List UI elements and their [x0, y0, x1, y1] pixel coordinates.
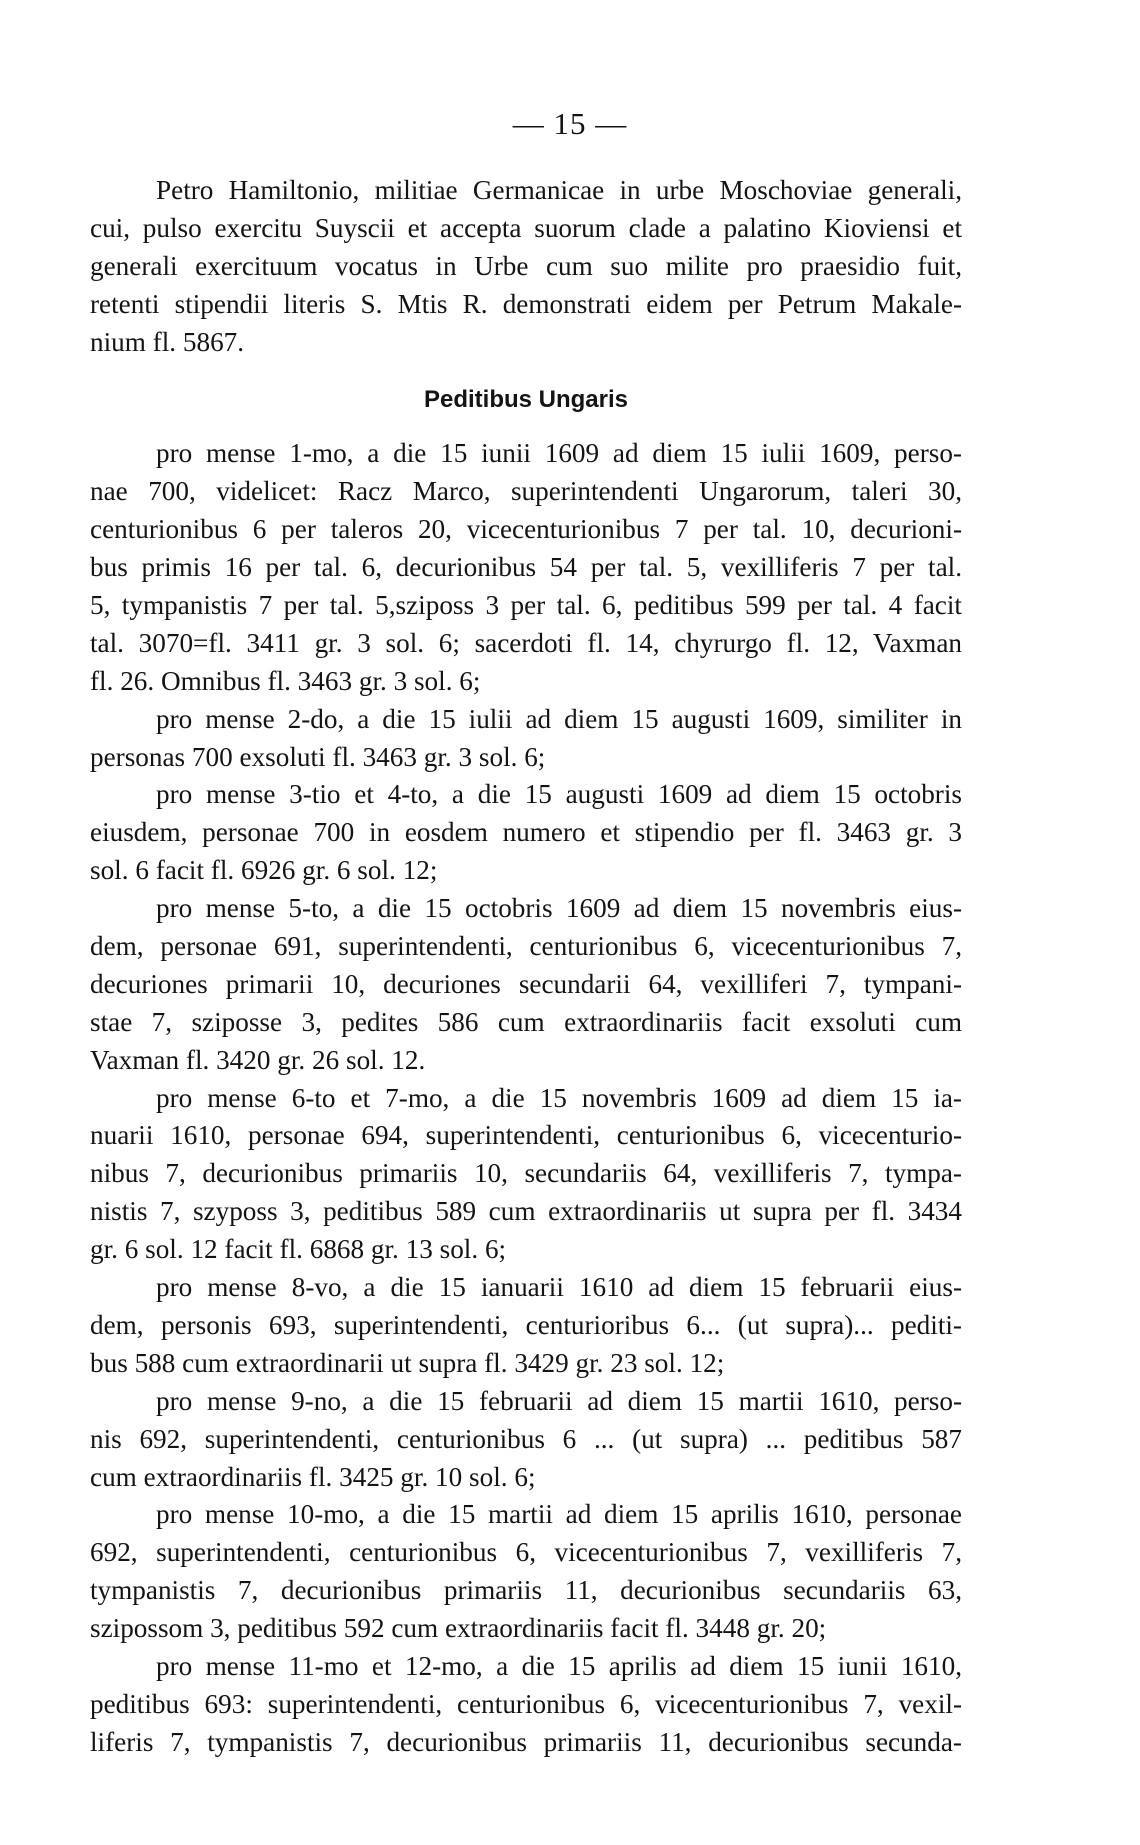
text-line: tal. 3070=fl. 3411 gr. 3 sol. 6; sacerdoti fl. 14, chyrurgo fl. 12, Vaxman: [90, 627, 962, 658]
text-line: pro mense 1-mo, a die 15 iunii 1609 ad diem 15 iulii 1609, perso-: [156, 438, 962, 469]
paragraph-month-10: [90, 1496, 962, 1648]
paragraph-month-6-7: [90, 1080, 962, 1269]
text-line: eiusdem, personae 700 in eosdem numero et stipendio per fl. 3463 gr. 3: [90, 817, 962, 848]
text-line: pro mense 3-tio et 4-to, a die 15 augusti 1609 ad diem 15 octobris: [156, 779, 962, 810]
text-line: cum extraordinariis fl. 3425 gr. 10 sol. 6;: [90, 1461, 536, 1492]
paragraph-month-9: [90, 1383, 962, 1497]
text-line: stae 7, sziposse 3, pedites 586 cum extraordinariis facit exsoluti cum: [90, 1006, 962, 1037]
text-line: pro mense 11-mo et 12-mo, a die 15 aprilis ad diem 15 iunii 1610,: [156, 1650, 962, 1681]
paragraph-month-11-12: [90, 1648, 962, 1762]
section-heading: Peditibus Ungaris: [423, 386, 629, 414]
text-line: pro mense 2-do, a die 15 iulii ad diem 15 augusti 1609, similiter in: [156, 703, 962, 734]
text-line: nuarii 1610, personae 694, superintendenti, centurionibus 6, vicecenturio-: [90, 1120, 962, 1151]
text-line: cui, pulso exercitu Suyscii et accepta suorum clade a palatino Kioviensi et: [90, 212, 962, 243]
paragraph-month-1: [90, 435, 962, 700]
body-text: [90, 172, 962, 1762]
text-line: pro mense 9-no, a die 15 februarii ad diem 15 martii 1610, perso-: [156, 1385, 962, 1416]
text-line: 5, tympanistis 7 per tal. 5,sziposs 3 per tal. 6, peditibus 599 per tal. 4 facit: [90, 590, 962, 621]
paragraph-month-3-4: [90, 776, 962, 890]
text-line: nibus 7, decurionibus primariis 10, secundariis 64, vexilliferis 7, tympa-: [90, 1158, 962, 1189]
text-line: pro mense 5-to, a die 15 octobris 1609 ad diem 15 novembris eius-: [156, 893, 962, 924]
text-line: centurionibus 6 per taleros 20, vicecenturionibus 7 per tal. 10, decurioni-: [90, 514, 962, 545]
text-line: dem, personae 691, superintendenti, centurionibus 6, vicecenturionibus 7,: [90, 931, 962, 962]
intro-paragraph: [90, 172, 962, 361]
text-line: fl. 26. Omnibus fl. 3463 gr. 3 sol. 6;: [90, 665, 481, 696]
text-line: tympanistis 7, decurionibus primariis 11, decurionibus secundariis 63,: [90, 1575, 962, 1606]
text-line: personas 700 exsoluti fl. 3463 gr. 3 sol. 6;: [90, 741, 546, 772]
text-line: Vaxman fl. 3420 gr. 26 sol. 12.: [90, 1044, 426, 1075]
text-line: nistis 7, szyposs 3, peditibus 589 cum extraordinariis ut supra per fl. 3434: [90, 1196, 962, 1227]
text-line: liferis 7, tympanistis 7, decurionibus primariis 11, decurionibus secunda-: [90, 1726, 962, 1757]
text-line: nae 700, videlicet: Racz Marco, superintendenti Ungarorum, taleri 30,: [90, 476, 962, 507]
text-line: decuriones primarii 10, decuriones secundarii 64, vexilliferi 7, tympani-: [90, 968, 962, 999]
text-line: bus primis 16 per tal. 6, decurionibus 54 per tal. 5, vexilliferis 7 per tal.: [90, 552, 962, 583]
text-line: Petro Hamiltonio, militiae Germanicae in urbe Moschoviae generali,: [156, 175, 962, 205]
text-line: generali exercituum vocatus in Urbe cum suo milite pro praesidio fuit,: [90, 250, 962, 281]
text-line: dem, personis 693, superintendenti, centurioribus 6... (ut supra)... pediti-: [90, 1309, 962, 1340]
text-line: nis 692, superintendenti, centurionibus 6 ... (ut supra) ... peditibus 587: [90, 1423, 962, 1454]
page-number: — 15 —: [512, 106, 628, 141]
text-line: retenti stipendii literis S. Mtis R. demonstrati eidem per Petrum Makale-: [90, 288, 962, 319]
text-line: pro mense 6-to et 7-mo, a die 15 novembris 1609 ad diem 15 ia-: [156, 1082, 962, 1113]
text-line: peditibus 693: superintendenti, centurionibus 6, vicecenturionibus 7, vexil-: [90, 1688, 962, 1719]
text-line: pro mense 8-vo, a die 15 ianuarii 1610 ad diem 15 februarii eius-: [156, 1272, 962, 1303]
text-line: bus 588 cum extraordinarii ut supra fl. 3429 gr. 23 sol. 12;: [90, 1347, 725, 1378]
paragraph-month-8: [90, 1269, 962, 1383]
text-line: nium fl. 5867.: [90, 326, 245, 357]
paragraph-month-2: [90, 701, 962, 777]
paragraph-month-5: [90, 890, 962, 1079]
text-line: 692, superintendenti, centurionibus 6, vicecenturionibus 7, vexilliferis 7,: [90, 1537, 962, 1568]
text-line: pro mense 10-mo, a die 15 martii ad diem 15 aprilis 1610, personae: [156, 1499, 962, 1530]
text-line: gr. 6 sol. 12 facit fl. 6868 gr. 13 sol. 6;: [90, 1234, 507, 1265]
text-line: szipossom 3, peditibus 592 cum extraordinariis facit fl. 3448 gr. 20;: [90, 1613, 827, 1644]
text-line: sol. 6 facit fl. 6926 gr. 6 sol. 12;: [90, 855, 438, 886]
